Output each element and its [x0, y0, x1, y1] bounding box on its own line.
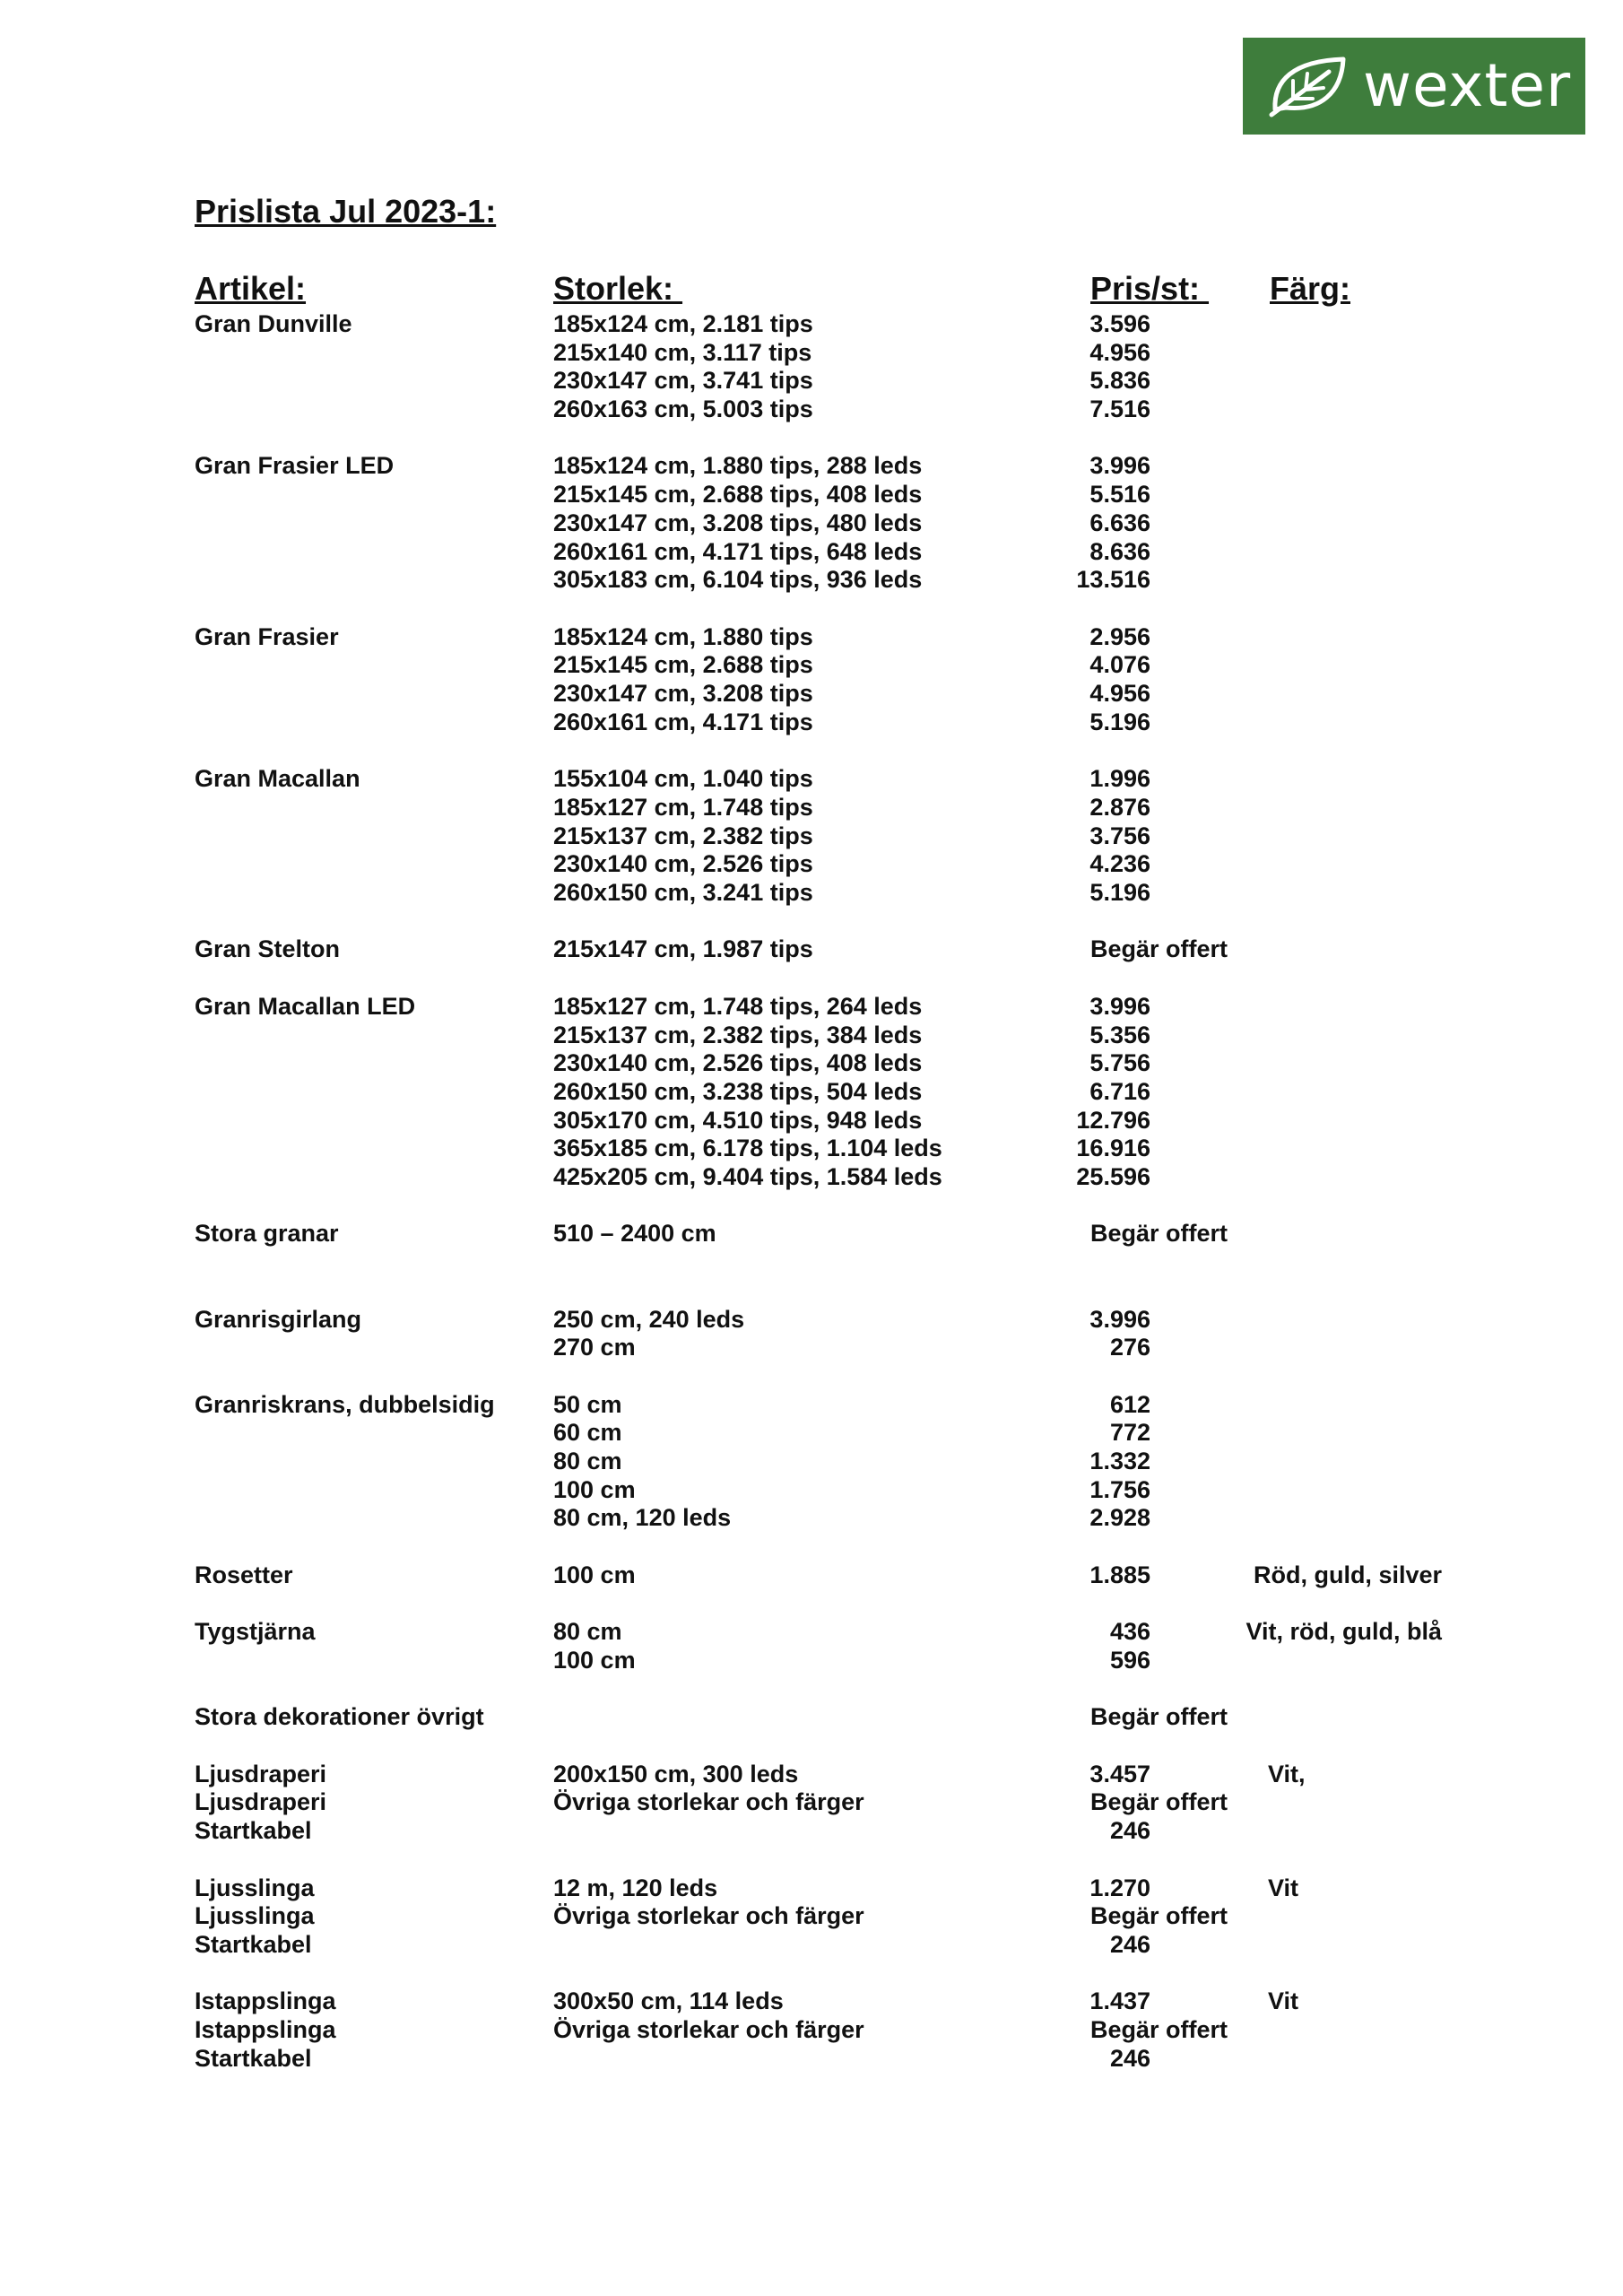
row-article: Rosetter	[195, 1561, 293, 1588]
table-row	[0, 509, 1623, 537]
row-price: Begär offert	[1090, 1788, 1228, 1815]
row-article: Granrisgirlang	[195, 1306, 362, 1333]
row-color: Vit	[1268, 1874, 1299, 1901]
table-row	[0, 309, 1623, 338]
row-price: Begär offert	[1090, 935, 1228, 962]
table-row	[0, 1475, 1623, 1504]
row-price: 1.332	[1089, 1448, 1150, 1474]
table-row	[0, 992, 1623, 1021]
row-size: Övriga storlekar och färger	[553, 1788, 864, 1815]
row-article: Stora granar	[195, 1220, 339, 1247]
table-row	[0, 1021, 1623, 1049]
row-size: 510 – 2400 cm	[553, 1220, 716, 1247]
table-row	[0, 1162, 1623, 1191]
row-size: 215x145 cm, 2.688 tips, 408 leds	[553, 481, 923, 508]
row-article: Ljusdraperi	[195, 1788, 327, 1815]
page-title: Prislista Jul 2023-1:	[195, 193, 497, 230]
row-price: 4.956	[1089, 339, 1150, 366]
row-price: 3.996	[1089, 993, 1150, 1020]
row-price: 12.796	[1076, 1107, 1150, 1134]
row-article: Istappslinga	[195, 2016, 336, 2043]
row-color: Vit, röd, guld, blå	[1245, 1618, 1442, 1645]
row-size: 80 cm	[553, 1618, 622, 1645]
table-row	[0, 1987, 1623, 2015]
table-row	[0, 935, 1623, 963]
table-row	[0, 1930, 1623, 1959]
row-size: 230x147 cm, 3.208 tips, 480 leds	[553, 509, 923, 536]
row-size: Övriga storlekar och färger	[553, 2016, 864, 2043]
row-size: 260x161 cm, 4.171 tips	[553, 709, 813, 735]
table-row	[0, 1048, 1623, 1077]
table-row	[0, 1702, 1623, 1731]
row-article: Startkabel	[195, 2045, 312, 2072]
row-size: 100 cm	[553, 1476, 636, 1503]
table-row	[0, 1901, 1623, 1930]
row-article: Ljusslinga	[195, 1874, 315, 1901]
row-price: 436	[1109, 1618, 1150, 1645]
row-article: Startkabel	[195, 1817, 312, 1844]
row-size: 260x161 cm, 4.171 tips, 648 leds	[553, 538, 923, 565]
table-row	[0, 2044, 1623, 2073]
row-size: 80 cm	[553, 1448, 622, 1474]
row-price: 1.885	[1089, 1561, 1150, 1588]
row-size: 215x140 cm, 3.117 tips	[553, 339, 812, 366]
row-size: Övriga storlekar och färger	[553, 1902, 864, 1929]
row-size: 230x140 cm, 2.526 tips, 408 leds	[553, 1049, 923, 1076]
row-price: 2.876	[1089, 794, 1150, 821]
row-price: 3.996	[1089, 1306, 1150, 1333]
table-row	[0, 1106, 1623, 1135]
row-article: Gran Stelton	[195, 935, 341, 962]
row-size: 185x127 cm, 1.748 tips	[553, 794, 813, 821]
row-price: 1.437	[1089, 1987, 1150, 2014]
row-size: 215x137 cm, 2.382 tips	[553, 822, 813, 849]
table-row	[0, 1874, 1623, 1902]
row-price: Begär offert	[1090, 2016, 1228, 2043]
row-size: 100 cm	[553, 1561, 636, 1588]
row-size: 185x124 cm, 1.880 tips, 288 leds	[553, 452, 923, 479]
table-row	[0, 793, 1623, 822]
wexter-logo	[1243, 38, 1585, 135]
table-row	[0, 622, 1623, 651]
row-article: Gran Dunville	[195, 310, 352, 337]
row-size: 260x150 cm, 3.241 tips	[553, 879, 813, 906]
row-article: Istappslinga	[195, 1987, 336, 2014]
row-size: 365x185 cm, 6.178 tips, 1.104 leds	[553, 1135, 942, 1161]
row-price: 6.636	[1089, 509, 1150, 536]
row-color: Vit	[1268, 1987, 1299, 2014]
row-price: 4.076	[1089, 651, 1150, 678]
table-row	[0, 1077, 1623, 1106]
row-price: 5.756	[1089, 1049, 1150, 1076]
header-price: Pris/st:	[1090, 270, 1210, 307]
row-article: Startkabel	[195, 1931, 312, 1958]
row-price: 13.516	[1076, 566, 1150, 593]
row-price: 1.270	[1089, 1874, 1150, 1901]
row-price: 8.636	[1089, 538, 1150, 565]
table-row	[0, 338, 1623, 367]
table-row	[0, 849, 1623, 878]
row-article: Gran Macallan LED	[195, 993, 416, 1020]
row-price: 612	[1109, 1391, 1150, 1418]
row-price: Begär offert	[1090, 1220, 1228, 1247]
row-size: 260x163 cm, 5.003 tips	[553, 396, 813, 422]
row-price: 3.596	[1089, 310, 1150, 337]
row-price: 4.956	[1089, 680, 1150, 707]
logo-text: wexter	[1363, 51, 1572, 120]
row-price: 25.596	[1076, 1163, 1150, 1190]
row-article: Gran Frasier	[195, 623, 339, 650]
row-size: 230x147 cm, 3.208 tips	[553, 680, 813, 707]
row-size: 230x147 cm, 3.741 tips	[553, 367, 813, 394]
row-price: Begär offert	[1090, 1703, 1228, 1730]
row-article: Ljusdraperi	[195, 1761, 327, 1787]
table-row	[0, 1787, 1623, 1816]
row-price: 4.236	[1089, 850, 1150, 877]
row-price: 5.196	[1089, 879, 1150, 906]
row-price: 1.756	[1089, 1476, 1150, 1503]
row-size: 60 cm	[553, 1419, 622, 1446]
table-row	[0, 650, 1623, 679]
row-price: 6.716	[1089, 1078, 1150, 1105]
table-row	[0, 1390, 1623, 1419]
header-color: Färg:	[1270, 270, 1350, 307]
row-size: 200x150 cm, 300 leds	[553, 1761, 799, 1787]
table-row	[0, 1219, 1623, 1248]
row-price: 16.916	[1076, 1135, 1150, 1161]
row-size: 250 cm, 240 leds	[553, 1306, 745, 1333]
table-row	[0, 1134, 1623, 1162]
row-size: 50 cm	[553, 1391, 622, 1418]
table-row	[0, 565, 1623, 594]
row-size: 260x150 cm, 3.238 tips, 504 leds	[553, 1078, 923, 1105]
row-size: 100 cm	[553, 1647, 636, 1674]
table-row	[0, 2015, 1623, 2044]
row-price: 772	[1109, 1419, 1150, 1446]
table-row	[0, 1503, 1623, 1532]
table-row	[0, 480, 1623, 509]
row-price: 5.836	[1089, 367, 1150, 394]
table-row	[0, 1646, 1623, 1674]
row-size: 215x137 cm, 2.382 tips, 384 leds	[553, 1022, 923, 1048]
row-price: 246	[1109, 1817, 1150, 1844]
row-size: 305x183 cm, 6.104 tips, 936 leds	[553, 566, 923, 593]
table-row	[0, 1561, 1623, 1589]
row-price: 5.516	[1089, 481, 1150, 508]
row-price: 276	[1109, 1334, 1150, 1361]
table-row	[0, 764, 1623, 793]
row-size: 215x145 cm, 2.688 tips	[553, 651, 813, 678]
row-price: 2.956	[1089, 623, 1150, 650]
table-row	[0, 822, 1623, 850]
row-size: 230x140 cm, 2.526 tips	[553, 850, 813, 877]
table-row	[0, 1760, 1623, 1788]
row-size: 185x124 cm, 2.181 tips	[553, 310, 813, 337]
row-size: 270 cm	[553, 1334, 636, 1361]
table-row	[0, 1333, 1623, 1361]
table-row	[0, 366, 1623, 395]
row-article: Tygstjärna	[195, 1618, 316, 1645]
table-row	[0, 1305, 1623, 1334]
leaf-icon	[1266, 54, 1350, 118]
row-article: Stora dekorationer övrigt	[195, 1703, 484, 1730]
row-price: 3.457	[1089, 1761, 1150, 1787]
header-article: Artikel:	[195, 270, 307, 307]
row-size: 155x104 cm, 1.040 tips	[553, 765, 813, 792]
table-row	[0, 451, 1623, 480]
row-price: 1.996	[1089, 765, 1150, 792]
row-price: 246	[1109, 1931, 1150, 1958]
row-size: 12 m, 120 leds	[553, 1874, 718, 1901]
table-row	[0, 708, 1623, 736]
row-article: Gran Macallan	[195, 765, 360, 792]
table-row	[0, 1617, 1623, 1646]
table-row	[0, 395, 1623, 423]
row-price: 7.516	[1089, 396, 1150, 422]
row-price: 3.996	[1089, 452, 1150, 479]
row-size: 300x50 cm, 114 leds	[553, 1987, 784, 2014]
row-price: 3.756	[1089, 822, 1150, 849]
table-row	[0, 537, 1623, 566]
row-price: 2.928	[1089, 1504, 1150, 1531]
row-color: Röd, guld, silver	[1253, 1561, 1442, 1588]
row-price: 596	[1109, 1647, 1150, 1674]
table-row	[0, 1418, 1623, 1447]
row-article: Gran Frasier LED	[195, 452, 395, 479]
row-price: 246	[1109, 2045, 1150, 2072]
row-size: 305x170 cm, 4.510 tips, 948 leds	[553, 1107, 923, 1134]
row-size: 185x124 cm, 1.880 tips	[553, 623, 813, 650]
table-row	[0, 679, 1623, 708]
row-size: 185x127 cm, 1.748 tips, 264 leds	[553, 993, 923, 1020]
header-size: Storlek:	[553, 270, 683, 307]
table-row	[0, 1816, 1623, 1845]
row-article: Granriskrans, dubbelsidig	[195, 1391, 495, 1418]
row-price: Begär offert	[1090, 1902, 1228, 1929]
row-size: 425x205 cm, 9.404 tips, 1.584 leds	[553, 1163, 942, 1190]
row-size: 80 cm, 120 leds	[553, 1504, 732, 1531]
row-price: 5.356	[1089, 1022, 1150, 1048]
row-color: Vit,	[1268, 1761, 1306, 1787]
row-article: Ljusslinga	[195, 1902, 315, 1929]
row-price: 5.196	[1089, 709, 1150, 735]
table-row	[0, 1447, 1623, 1475]
row-size: 215x147 cm, 1.987 tips	[553, 935, 813, 962]
table-row	[0, 878, 1623, 907]
